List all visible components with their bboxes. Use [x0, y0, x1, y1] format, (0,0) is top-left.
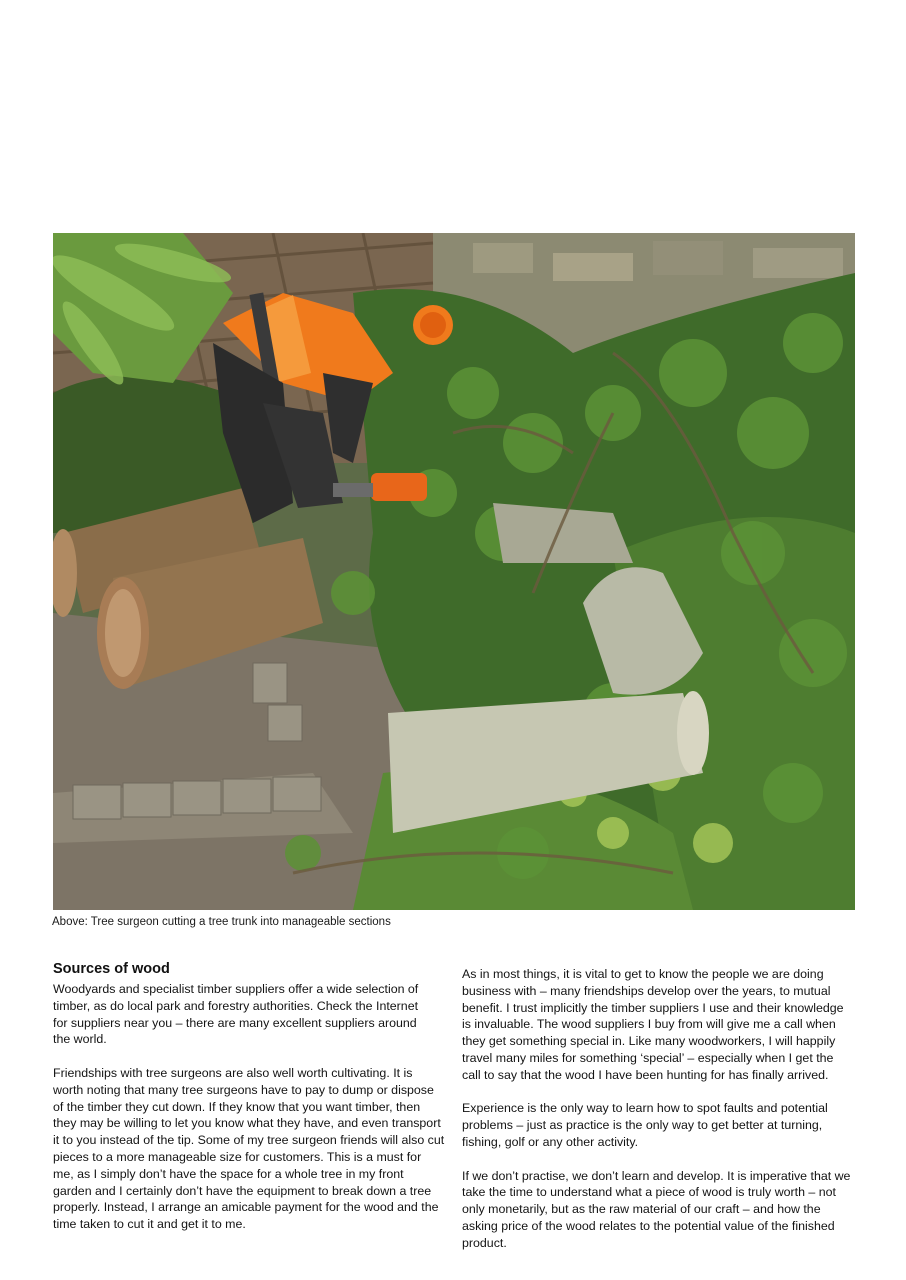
paragraph-experience: Experience is the only way to learn how to spot faults and potential problems – just as practice is the only way to get better at turning, fishing, golf or any other activity.	[462, 1101, 828, 1149]
paragraph-practise: If we don’t practise, we don’t learn and develop. It is imperative that we take the time to understand what a piece of wood is truly worth – not only monetarily, but as the raw material of our craft – and how the asking price of the wood relates to the potential value of the finished product.	[462, 1168, 851, 1250]
article-left-column	[53, 960, 445, 1250]
paragraph-tree-surgeons: Friendships with tree surgeons are also well worth cultivating. It is worth noting that many tree surgeons have to pay to dump or dispose of the timber they cut down. If they know that you want timber, then they may be willing to let you know what they have, and even transport it to you instead of the tip. Some of my tree surgeon friends will also cut pieces to a more manageable size for customers. This is a must for me, as I simply don’t have the space for a whole tree in my front garden and I certainly don’t have the equipment to break down a tree properly. Instead, I arrange an amicable payment for the wood and the time taken to cut it and get it to me.	[53, 1065, 445, 1232]
paragraph-relationships: As in most things, it is vital to get to know the people we are doing business with – many friendships develop over the years, to mutual benefit. I trust implicitly the timber suppliers I use and their knowledge is invaluable. The wood suppliers I buy from will give me a call when they get something special in. Like many woodworkers, I will happily travel many miles for something ‘special’ – especially when I get the call to say that the wood I have been hunting for has finally arrived.	[462, 967, 844, 1082]
article-right-column	[462, 966, 854, 1268]
section-heading: Sources of wood	[53, 961, 170, 977]
photo-caption: Above: Tree surgeon cutting a tree trunk into manageable sections	[52, 916, 391, 928]
paragraph-woodyards: Woodyards and specialist timber suppliers offer a wide selection of timber, as do local park and forestry authorities. Check the Internet for suppliers near you – there are many excellent suppliers around the world.	[53, 982, 419, 1047]
tree-surgeon-photo	[53, 233, 855, 910]
